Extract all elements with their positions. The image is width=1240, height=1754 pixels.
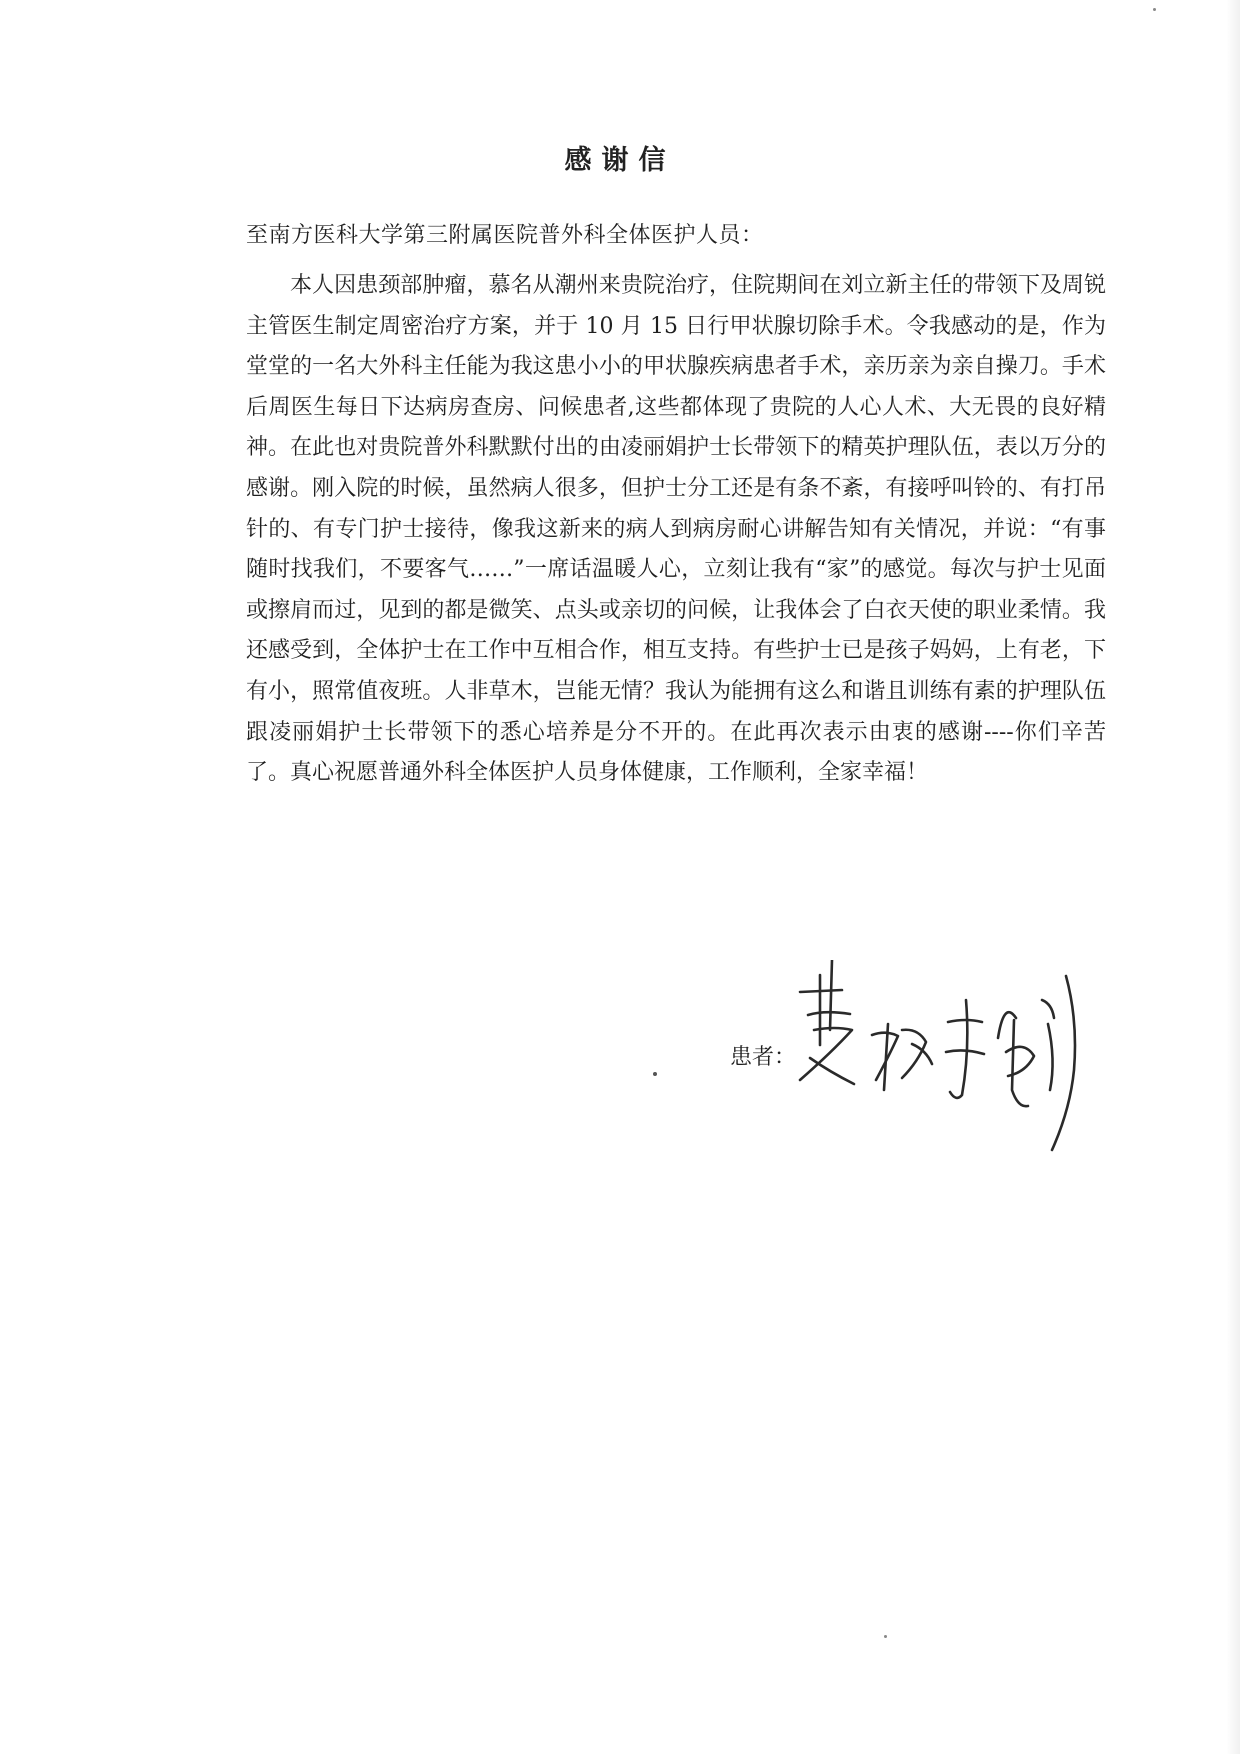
scan-speck bbox=[653, 1072, 657, 1076]
handwritten-signature bbox=[780, 960, 1100, 1200]
scan-speck bbox=[884, 1635, 887, 1638]
signature-label: 患者： bbox=[730, 1045, 797, 1070]
scan-edge-shadow bbox=[1226, 0, 1240, 1754]
letter-title: 感谢信 bbox=[564, 145, 676, 176]
letter-body: 本人因患颈部肿瘤，慕名从潮州来贵院治疗，住院期间在刘立新主任的带领下及周锐主管医生制定周密治疗方案，并于 10 月 15 日行甲状腺切除手术。令我感动的是，作为堂堂的一名大外科主任能为我这患小小的甲状腺疾病患者手术，亲历亲为亲自操刀。手术后周医生每日下达病房查房、问候患者,这些都体现了贵院的人心人术、大无畏的良好精神。在此也对贵院普外科默默付出的由凌丽娟护士长带领下的精英护理队伍，表以万分的感谢。刚入院的时候，虽然病人很多，但护士分工还是有条不紊，有接呼叫铃的、有打吊针的、有专门护士接待，像我这新来的病人到病房耐心讲解告知有关情况，并说：“有事随时找我们，不要客气……”一席话温暖人心，立刻让我有“家”的感觉。每次与护士见面或擦肩而过，见到的都是微笑、点头或亲切的问候，让我体会了白衣天使的职业柔情。我还感受到，全体护士在工作中互相合作，相互支持。有些护士已是孩子妈妈，上有老，下有小，照常值夜班。人非草木，岂能无情？我认为能拥有这么和谐且训练有素的护理队伍跟凌丽娟护士长带领下的悉心培养是分不开的。在此再次表示由衷的感谢----你们辛苦了。真心祝愿普通外科全体医护人员身体健康，工作顺利，全家幸福！ bbox=[246, 273, 1106, 786]
scan-speck bbox=[1153, 8, 1156, 11]
letter-salutation: 至南方医科大学第三附属医院普外科全体医护人员： bbox=[246, 223, 764, 248]
